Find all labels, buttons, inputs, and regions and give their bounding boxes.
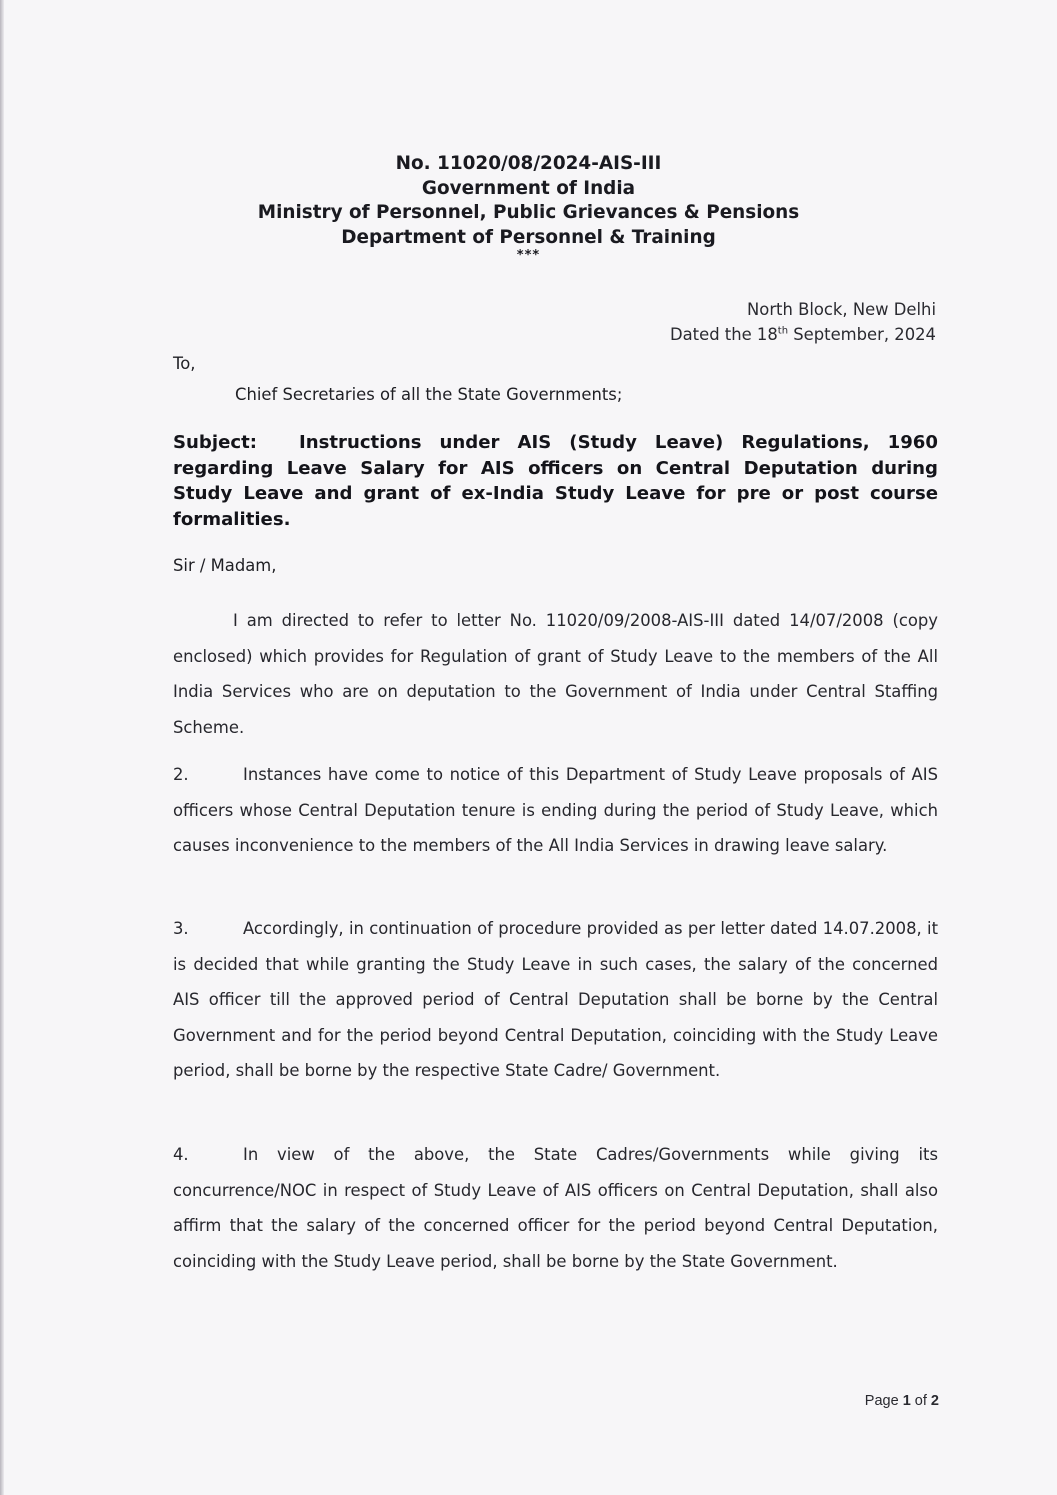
- paragraph-number: 4.: [173, 1145, 189, 1164]
- subject-label: Subject:: [173, 432, 257, 453]
- subject-block: [173, 430, 938, 532]
- place: North Block, New Delhi: [747, 300, 936, 319]
- department-name: Department of Personnel & Training: [341, 226, 716, 248]
- of-word: of: [914, 1393, 927, 1409]
- page-total: 2: [930, 1393, 939, 1409]
- paragraph-text: I am directed to refer to letter No. 11020/09/2008-AIS-III dated 14/07/2008 (copy enclosed) which provides for Regulation of grant of Study Leave to the members of the All India Services who are on deputation to the Government of India under Central Staffing Scheme.: [173, 611, 938, 737]
- date-rest: September, 2024: [788, 325, 936, 344]
- salutation: Sir / Madam,: [173, 556, 277, 575]
- paragraph-number: 3.: [173, 919, 189, 938]
- page-current: 1: [902, 1393, 911, 1409]
- paragraph-number: 2.: [173, 765, 189, 784]
- paragraph-1: [173, 603, 938, 745]
- place-date-block: [670, 297, 936, 347]
- file-number: No. 11020/08/2024-AIS-III: [395, 153, 662, 174]
- date: [670, 322, 936, 347]
- paragraph-text: Accordingly, in continuation of procedure provided as per letter dated 14.07.2008, it is decided that while granting the Study Leave in such cases, the salary of the concerned AIS officer till the approved period of Central Deputation shall be borne by the Central Government and for the period beyond Central Deputation, coinciding with the Study Leave period, shall be borne by the respective State Cadre/ Government.: [173, 919, 938, 1081]
- letter-header: [0, 152, 1057, 262]
- ministry-name: Ministry of Personnel, Public Grievances & Pensions: [257, 202, 800, 223]
- paragraph-text: In view of the above, the State Cadres/Governments while giving its concurrence/NOC in respect of Study Leave of AIS officers on Central Deputation, shall also affirm that the salary of the concerned officer for the period beyond Central Deputation, coinciding with the Study Leave period, shall be borne by the State Government.: [173, 1145, 938, 1271]
- paragraph-2: [173, 757, 938, 864]
- paragraph-text: Instances have come to notice of this Department of Study Leave proposals of AIS officers whose Central Deputation tenure is ending during the period of Study Leave, which causes inconvenience to the members of the All India Services in drawing leave salary.: [173, 765, 938, 856]
- date-suffix: th: [777, 325, 789, 337]
- addressee: Chief Secretaries of all the State Governments;: [235, 385, 623, 404]
- subject-text: Instructions under AIS (Study Leave) Regulations, 1960 regarding Leave Salary for AIS officers on Central Deputation during Study Leave and grant of ex-India Study Leave for pre or post course formalities.: [173, 432, 938, 530]
- date-prefix: Dated the 18: [670, 325, 778, 344]
- government-name: Government of India: [421, 177, 636, 199]
- header-separator: ***: [516, 248, 541, 263]
- page-indicator: [865, 1393, 939, 1409]
- paragraph-4: [173, 1137, 938, 1279]
- paragraph-3: [173, 911, 938, 1089]
- to-label: To,: [173, 354, 196, 373]
- page-word: Page: [864, 1393, 899, 1409]
